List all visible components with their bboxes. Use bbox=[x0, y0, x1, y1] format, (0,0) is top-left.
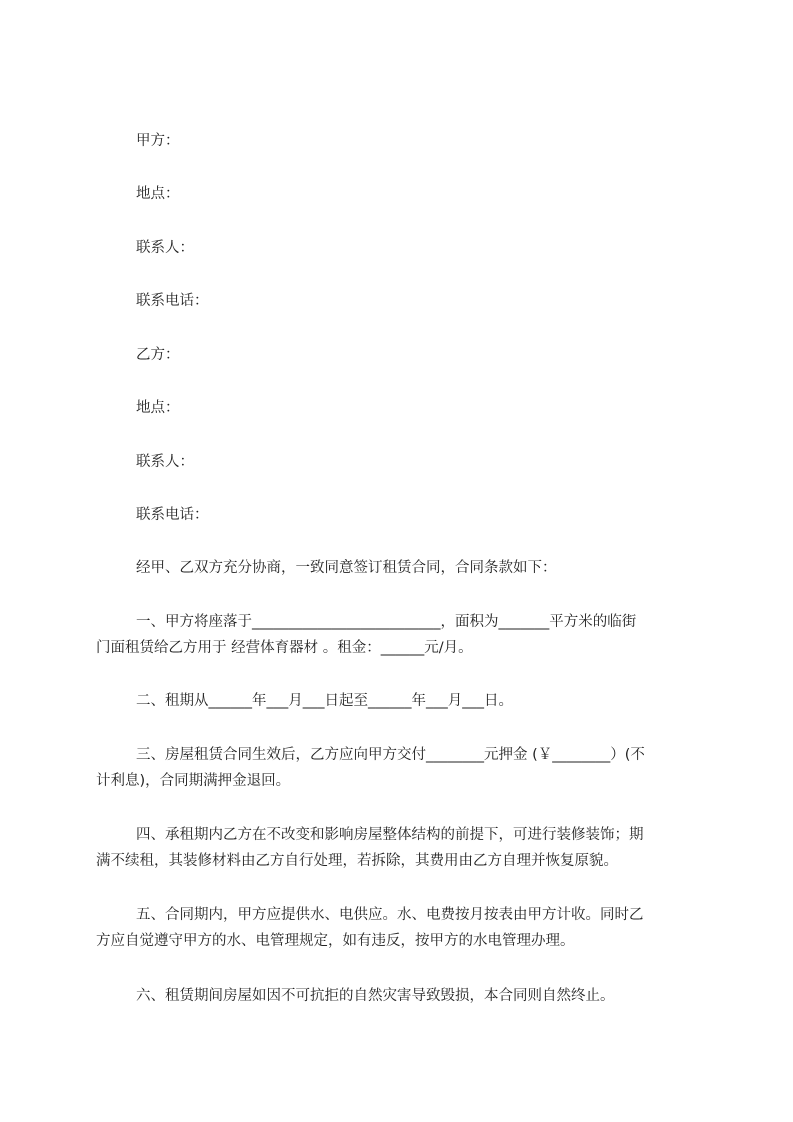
clause-5-line-1: 五、合同期内，甲方应提供水、电供应。水、电费按月按表由甲方计收。同时乙 bbox=[136, 907, 644, 923]
clause-5-line-2: 方应自觉遵守甲方的水、电管理规定，如有违反，按甲方的水电管理办理。 bbox=[96, 933, 575, 949]
party-a-address-label: 地点： bbox=[136, 186, 180, 202]
clause-3-line-1: 三、房屋租赁合同生效后，乙方应向甲方交付________元押金 (￥________）(不 bbox=[136, 747, 645, 763]
clause-4 bbox=[96, 822, 708, 874]
contract-intro: 经甲、乙双方充分协商，一致同意签订租赁合同，合同条款如下： bbox=[136, 560, 557, 576]
party-a-label: 甲方： bbox=[136, 133, 180, 149]
party-b-contact-label: 联系人： bbox=[136, 454, 194, 470]
clause-3 bbox=[96, 742, 708, 794]
clause-5 bbox=[96, 902, 708, 954]
clause-4-line-1: 四、承租期内乙方在不改变和影响房屋整体结构的前提下，可进行装修装饰；期 bbox=[136, 827, 644, 843]
clause-4-line-2: 满不续租，其装修材料由乙方自行处理，若拆除，其费用由乙方自理并恢复原貌。 bbox=[96, 853, 618, 869]
clause-1 bbox=[96, 609, 708, 661]
clause-3-line-2: 计利息)，合同期满押金退回。 bbox=[96, 773, 291, 789]
party-b-label: 乙方： bbox=[136, 347, 180, 363]
clause-2-line-1: 二、租期从______年___月___日起至______年___月___日。 bbox=[136, 693, 513, 709]
clause-6-line-1: 六、租赁期间房屋如因不可抗拒的自然灾害导致毁损，本合同则自然终止。 bbox=[136, 988, 615, 1004]
clause-1-line-1: 一、甲方将座落于__________________________，面积为_______平方米的临街 bbox=[136, 614, 637, 630]
party-a-contact-label: 联系人： bbox=[136, 240, 194, 256]
party-b-phone-label: 联系电话： bbox=[136, 507, 209, 523]
party-b-address-label: 地点： bbox=[136, 400, 180, 416]
party-a-phone-label: 联系电话： bbox=[136, 293, 209, 309]
clause-2 bbox=[136, 688, 708, 714]
clause-1-line-2: 门面租赁给乙方用于 经营体育器材 。租金：______元/月。 bbox=[96, 640, 473, 656]
clause-6 bbox=[136, 983, 708, 1009]
